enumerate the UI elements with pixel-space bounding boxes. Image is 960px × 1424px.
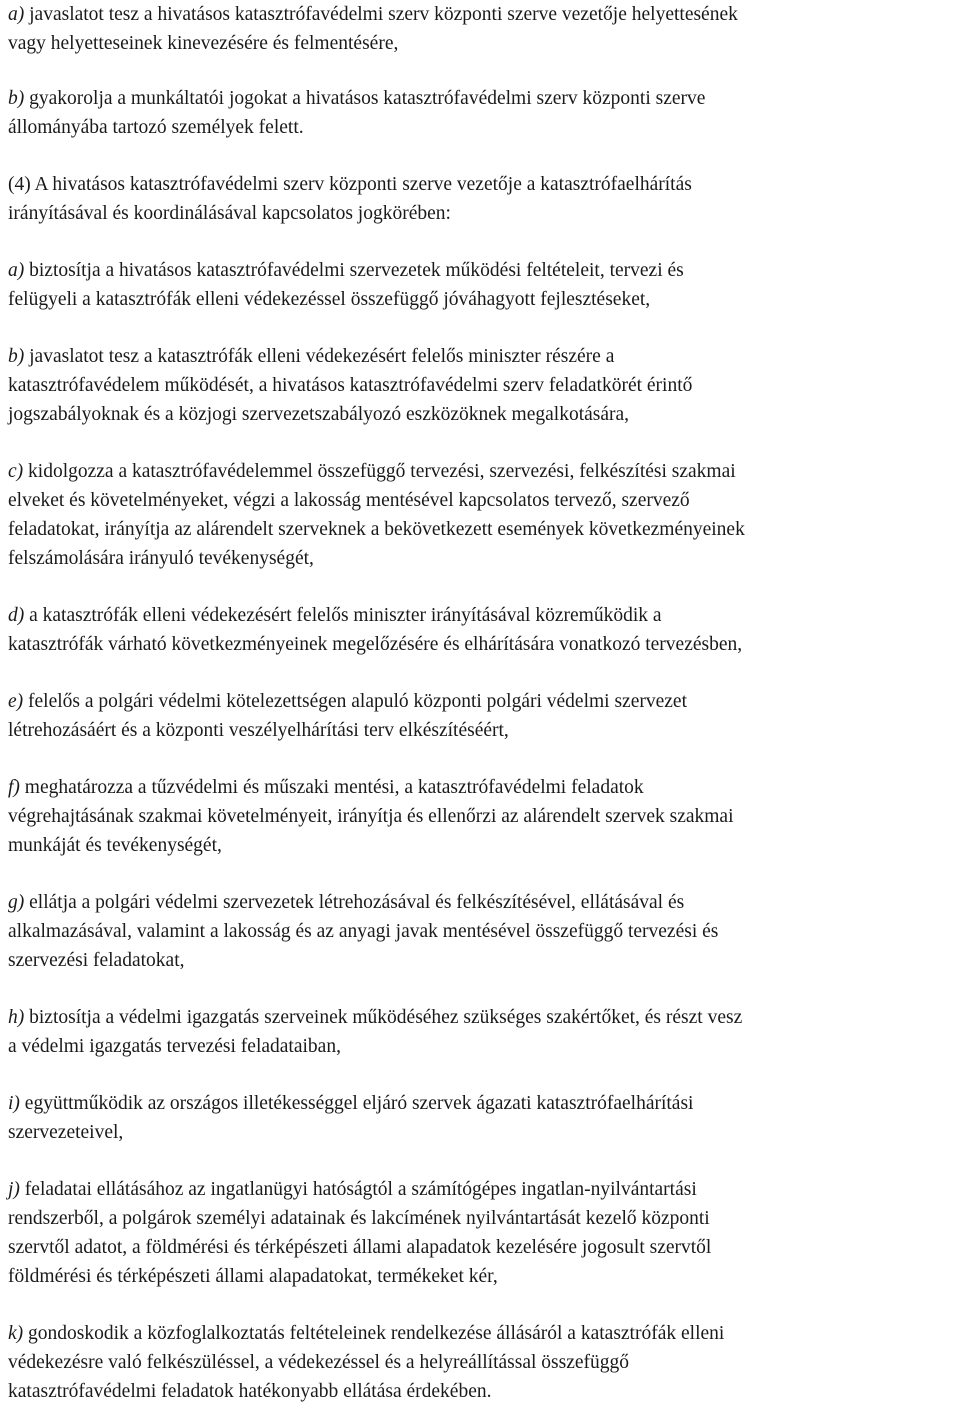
text-line: rendszerből, a polgárok személyi adatainak és lakcímének nyilvántartását kezelő központi (8, 1208, 710, 1229)
section-4-heading (8, 170, 960, 228)
text-line (8, 1003, 960, 1032)
paragraph-j (8, 1175, 960, 1291)
item-marker: k) (8, 1323, 24, 1344)
line-text: együttműködik az országos illetékességgel eljáró szervek ágazati katasztrófaelhárítási (19, 1093, 694, 1114)
item-marker: a) (8, 260, 25, 281)
text-line: munkáját és tevékenységét, (8, 835, 222, 856)
line-text: a katasztrófák elleni védekezésért felelős miniszter irányításával közreműködik a (24, 605, 662, 626)
text-line: feladatokat, irányítja az alárendelt szerveknek a bekövetkezett események következményeinek (8, 519, 745, 540)
text-line (8, 1089, 960, 1118)
line-text: feladatai ellátásához az ingatlanügyi hatóságtól a számítógépes ingatlan-nyilvántartási (19, 1179, 697, 1200)
item-marker: c) (8, 461, 24, 482)
paragraph-a (8, 256, 960, 314)
text-line: állományába tartozó személyek felett. (8, 117, 304, 138)
item-marker: b) (8, 88, 25, 109)
line-text: gondoskodik a közfoglalkoztatás feltételeinek rendelkezése állásáról a katasztrófák elleni (23, 1323, 725, 1344)
text-line: katasztrófák várható következményeinek megelőzésére és elhárítására vonatkozó tervezésben, (8, 634, 743, 655)
text-line (8, 0, 960, 29)
text-line: felszámolására irányuló tevékenységét, (8, 548, 314, 569)
text-line: szervezési feladatokat, (8, 950, 185, 971)
item-marker: e) (8, 691, 24, 712)
paragraph-k (8, 1319, 960, 1406)
line-text: meghatározza a tűzvédelmi és műszaki mentési, a katasztrófavédelmi feladatok (19, 777, 644, 798)
line-text: biztosítja a védelmi igazgatás szerveinek működéséhez szükséges szakértőket, és részt vesz (24, 1007, 743, 1028)
paragraph-h (8, 1003, 960, 1061)
text-line: szervtől adatot, a földmérési és térképészeti állami alapadatok kezelésére jogosult szervtől (8, 1237, 712, 1258)
paragraph-c (8, 457, 960, 573)
paragraph-a-first (8, 0, 960, 58)
item-marker: g) (8, 892, 25, 913)
line-text: gyakorolja a munkáltatói jogokat a hivatásos katasztrófavédelmi szerv központi szerve (24, 88, 706, 109)
paragraph-e (8, 687, 960, 745)
item-marker: a) (8, 4, 25, 25)
text-line: földmérési és térképészeti állami alapadatokat, termékeket kér, (8, 1266, 498, 1287)
text-line: felügyeli a katasztrófák elleni védekezéssel összefüggő jóváhagyott fejlesztéseket, (8, 289, 651, 310)
item-marker: j) (8, 1179, 20, 1200)
text-line (8, 1319, 960, 1348)
paragraph-b (8, 342, 960, 429)
line-text: kidolgozza a katasztrófavédelemmel összefüggő tervezési, szervezési, felkészítési szakmai (23, 461, 736, 482)
text-line (8, 888, 960, 917)
text-line (8, 256, 960, 285)
text-line: (4) A hivatásos katasztrófavédelmi szerv központi szerve vezetője a katasztrófaelhárítás (8, 174, 692, 195)
line-text: ellátja a polgári védelmi szervezetek létrehozásával és felkészítésével, ellátásával és (24, 892, 685, 913)
text-line: vagy helyetteseinek kinevezésére és felmentésére, (8, 33, 399, 54)
paragraph-g (8, 888, 960, 975)
text-line: végrehajtásának szakmai követelményeit, irányítja és ellenőrzi az alárendelt szervek szakmai (8, 806, 734, 827)
text-line: védekezésre való felkészüléssel, a védekezéssel és a helyreállítással összefüggő (8, 1352, 630, 1373)
item-marker: d) (8, 605, 25, 626)
text-line (8, 773, 960, 802)
text-line (8, 457, 960, 486)
text-line (8, 601, 960, 630)
paragraph-f (8, 773, 960, 860)
item-marker: h) (8, 1007, 25, 1028)
item-marker: b) (8, 346, 25, 367)
line-text: felelős a polgári védelmi kötelezettségen alapuló központi polgári védelmi szervezet (23, 691, 687, 712)
text-line: a védelmi igazgatás tervezési feladataiban, (8, 1036, 341, 1057)
text-line: irányításával és koordinálásával kapcsolatos jogkörében: (8, 203, 451, 224)
text-line: elveket és követelményeket, végzi a lakosság mentésével kapcsolatos tervező, szervező (8, 490, 690, 511)
text-line (8, 342, 960, 371)
item-marker: i) (8, 1093, 20, 1114)
item-marker: f) (8, 777, 20, 798)
line-text: biztosítja a hivatásos katasztrófavédelmi szervezetek működési feltételeit, tervezi és (24, 260, 684, 281)
text-line: katasztrófavédelmi feladatok hatékonyabb ellátása érdekében. (8, 1381, 492, 1402)
line-text: javaslatot tesz a hivatásos katasztrófavédelmi szerv központi szerve vezetője helyettesének (24, 4, 738, 25)
text-line: szervezeteivel, (8, 1122, 124, 1143)
text-line (8, 84, 960, 113)
text-line (8, 687, 960, 716)
text-line: katasztrófavédelem működését, a hivatásos katasztrófavédelmi szerv feladatkörét érintő (8, 375, 693, 396)
text-line (8, 1175, 960, 1204)
text-line: alkalmazásával, valamint a lakosság és az anyagi javak mentésével összefüggő tervezési és (8, 921, 719, 942)
paragraph-d (8, 601, 960, 659)
paragraph-b-first (8, 84, 960, 142)
line-text: javaslatot tesz a katasztrófák elleni védekezésért felelős miniszter részére a (24, 346, 615, 367)
paragraph-i (8, 1089, 960, 1147)
text-line: jogszabályoknak és a közjogi szervezetszabályozó eszközöknek megalkotására, (8, 404, 630, 425)
text-line: létrehozásáért és a központi veszélyelhárítási terv elkészítéséért, (8, 720, 509, 741)
